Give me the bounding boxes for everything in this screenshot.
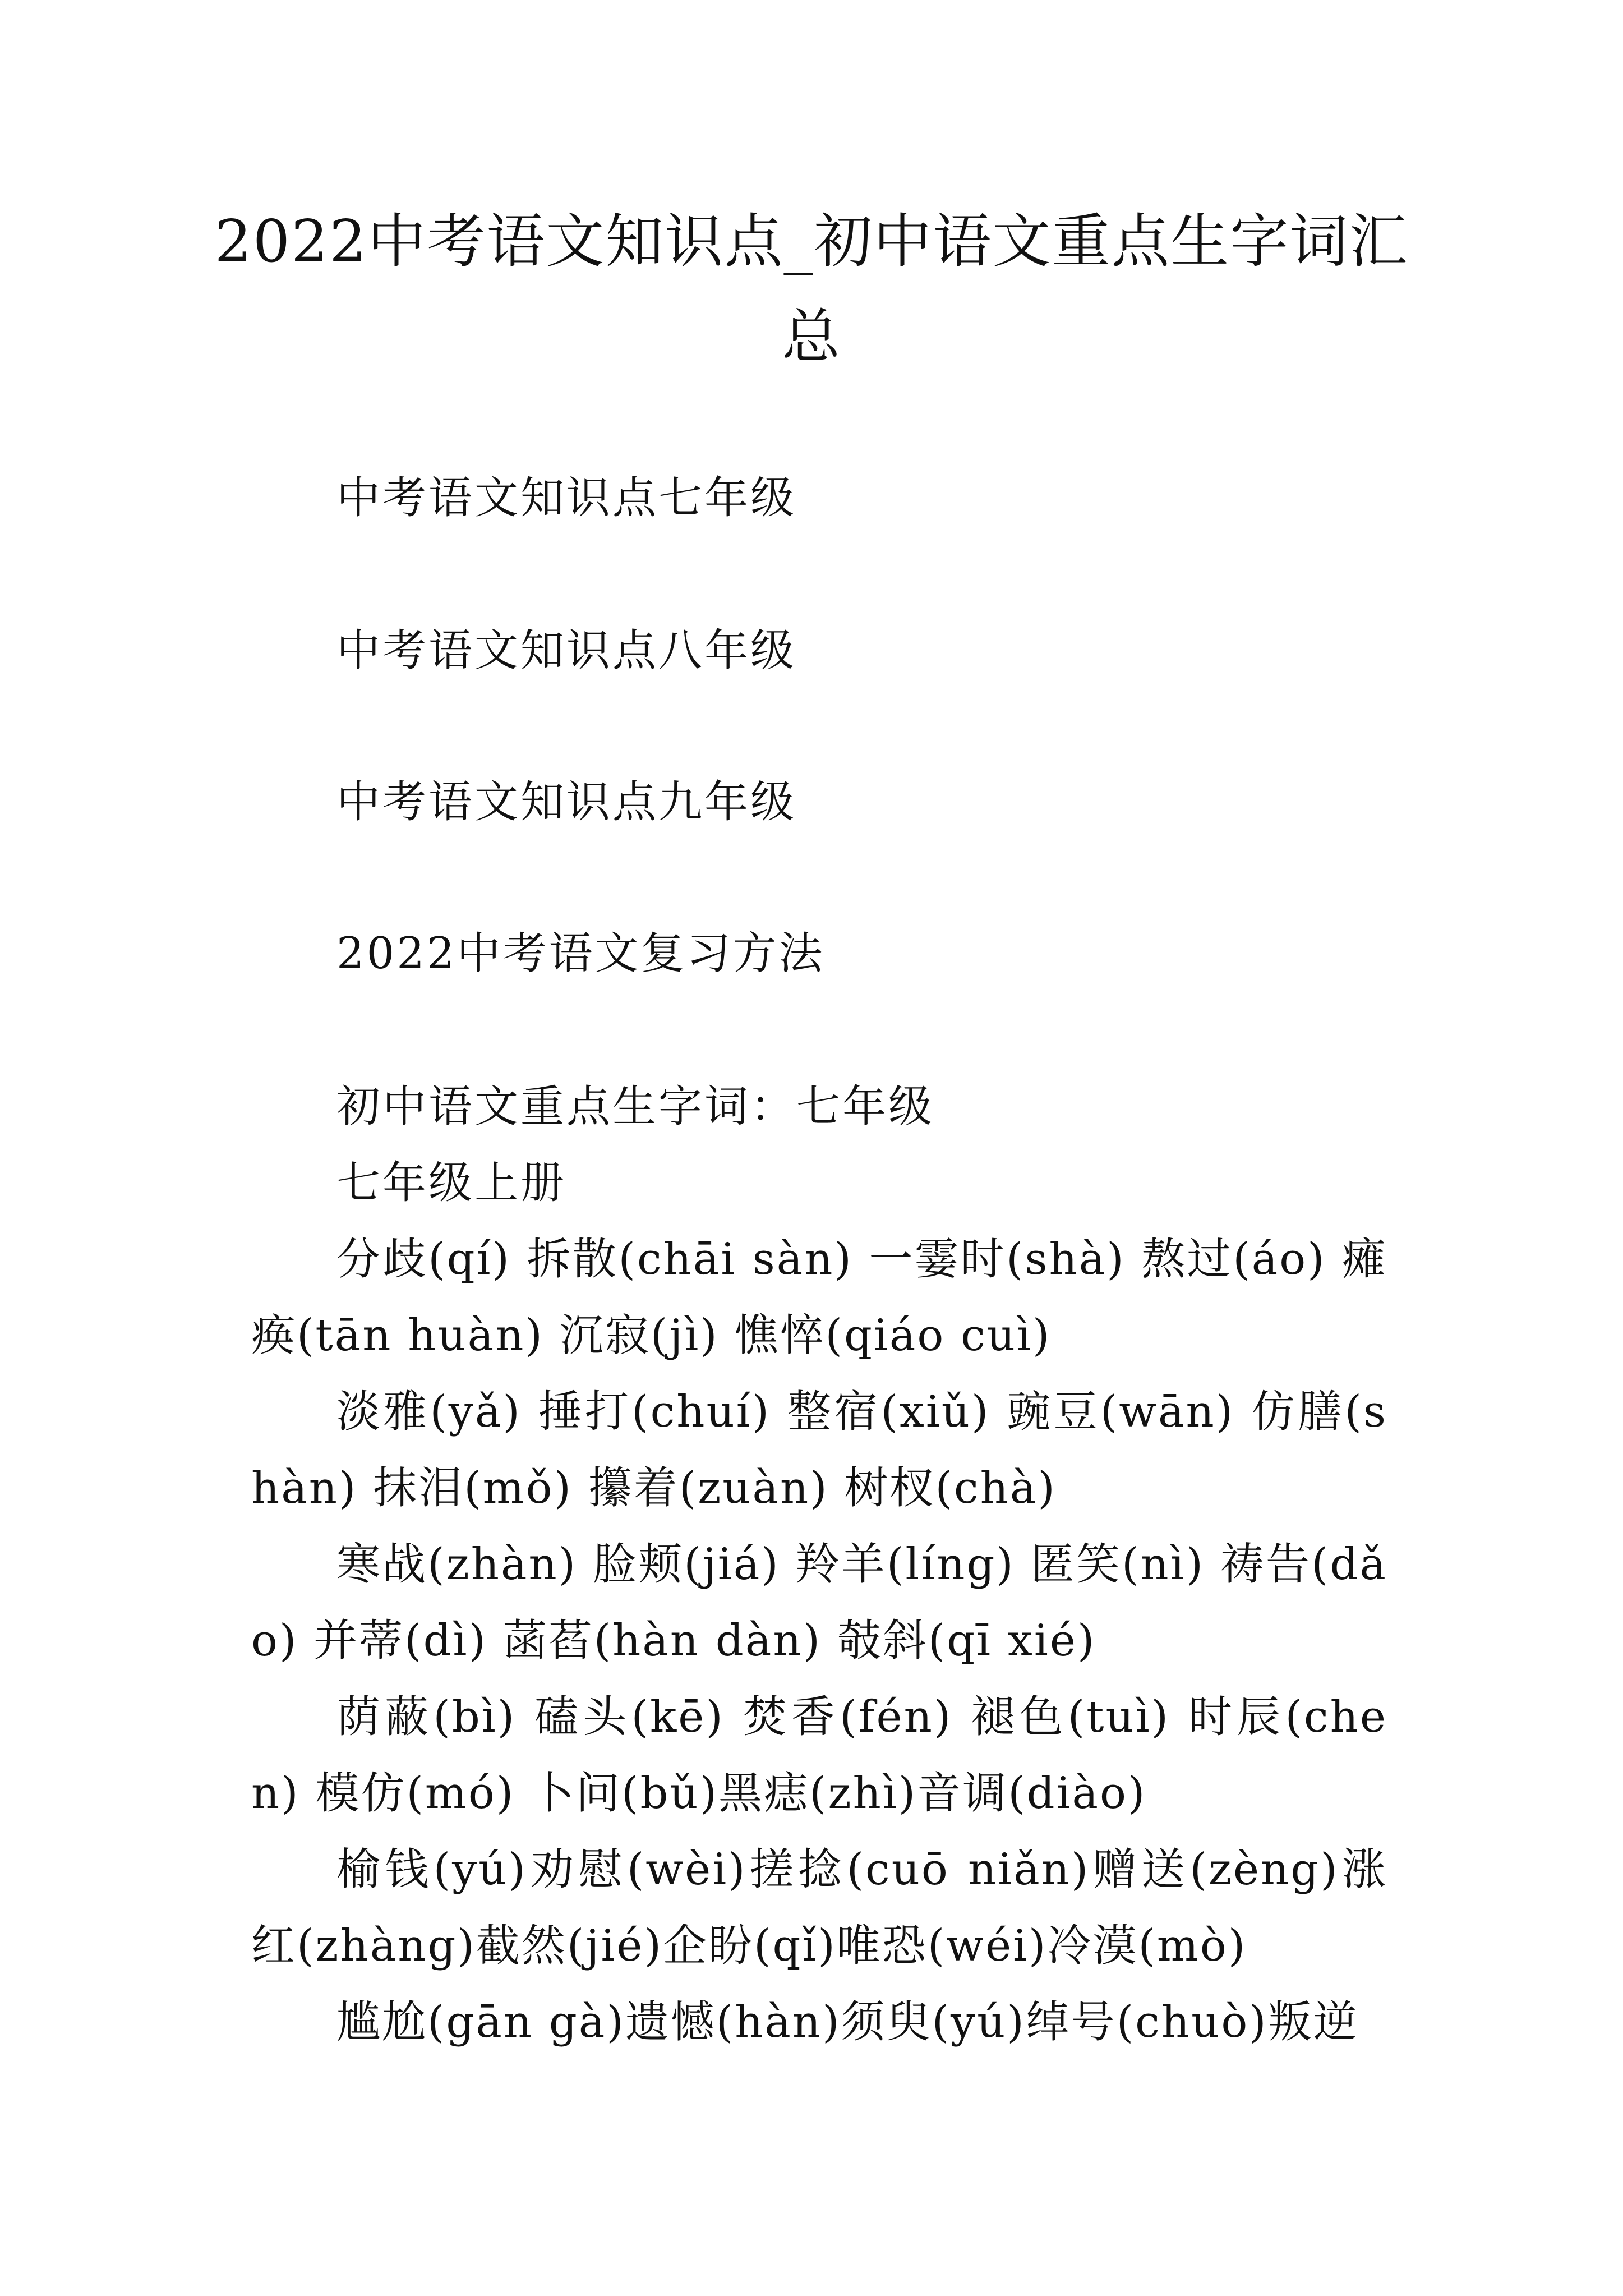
subsection-heading: 七年级上册 — [336, 1158, 567, 1208]
toc-link-review-method[interactable]: 2022中考语文复习方法 — [336, 928, 825, 979]
toc-link-grade-7[interactable]: 中考语文知识点七年级 — [336, 473, 797, 523]
vocab-paragraph: 淡雅(yǎ) 捶打(chuí) 整宿(xiǔ) 豌豆(wān) 仿膳(shàn) 抹泪(mǒ) 攥着(zuàn) 树杈(chà) — [251, 1387, 1387, 1513]
section-heading: 初中语文重点生字词：七年级 — [336, 1082, 935, 1132]
vocab-paragraph: 寒战(zhàn) 脸颊(jiá) 羚羊(líng) 匿笑(nì) 祷告(dǎo) 并蒂(dì) 菡萏(hàn dàn) 攲斜(qī xié) — [251, 1539, 1387, 1666]
vocab-paragraph: 榆钱(yú)劝慰(wèi)搓捻(cuō niǎn)赠送(zèng)涨红(zhàng)截然(jié)企盼(qǐ)唯恐(wéi)冷漠(mò) — [251, 1844, 1387, 1971]
toc-link-grade-8[interactable]: 中考语文知识点八年级 — [336, 625, 797, 676]
vocab-paragraph: 尴尬(gān gà)遗憾(hàn)须臾(yú)绰号(chuò)叛逆 — [336, 1997, 1359, 2047]
vocab-paragraph: 分歧(qí) 拆散(chāi sàn) 一霎时(shà) 熬过(áo) 瘫痪(tān huàn) 沉寂(jì) 憔悴(qiáo cuì) — [251, 1234, 1387, 1361]
vocab-paragraph: 荫蔽(bì) 磕头(kē) 焚香(fén) 褪色(tuì) 时辰(chen) 模仿(mó) 卜问(bǔ)黑痣(zhì)音调(diào) — [251, 1692, 1387, 1819]
document-title: 2022中考语文知识点_初中语文重点生字词汇总 — [214, 207, 1409, 371]
toc-link-grade-9[interactable]: 中考语文知识点九年级 — [336, 777, 797, 827]
